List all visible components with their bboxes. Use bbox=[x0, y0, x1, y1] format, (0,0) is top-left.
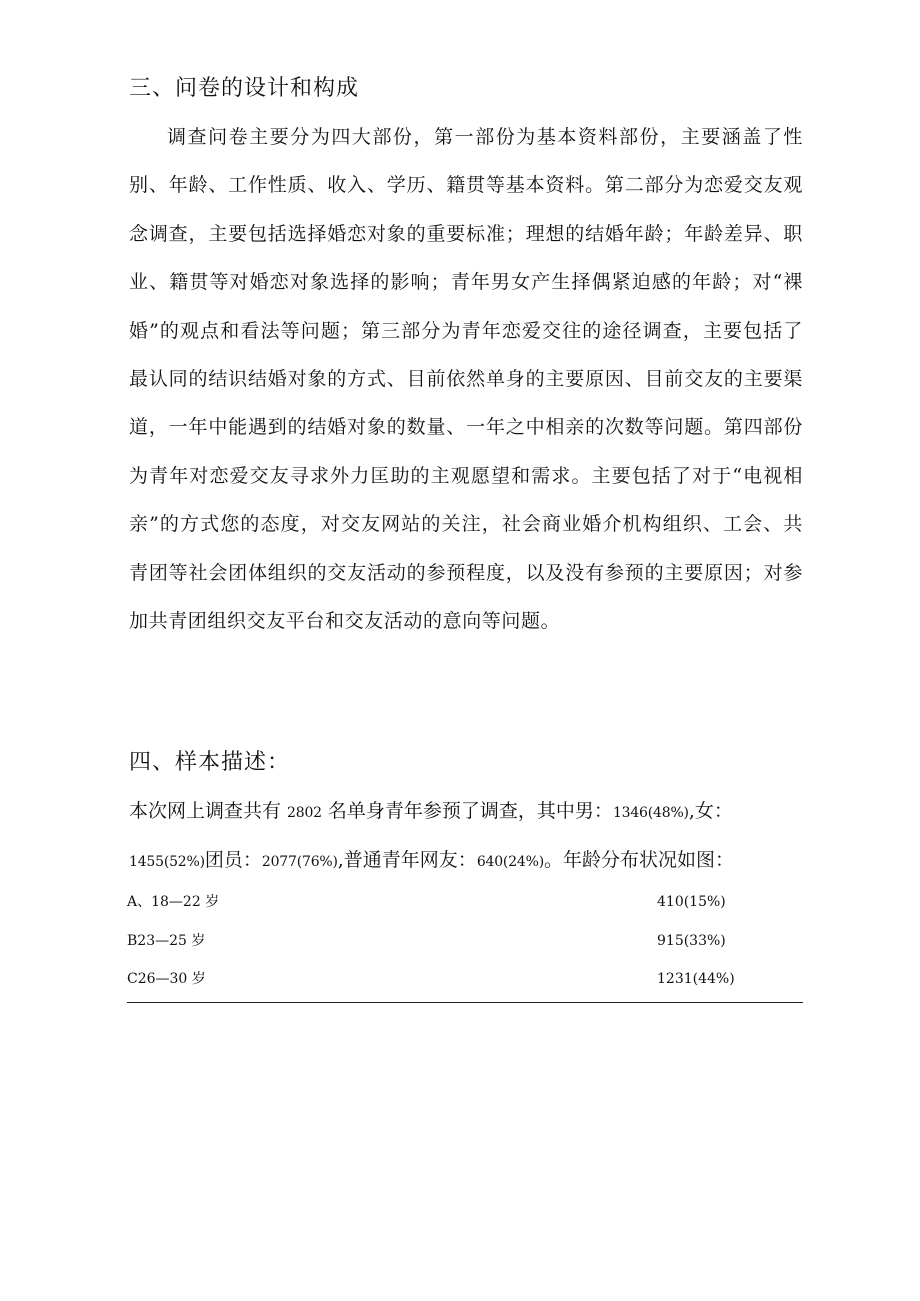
sample-text: 团员： bbox=[204, 849, 262, 871]
age-range-value: 915(33%) bbox=[657, 932, 726, 949]
sample-summary-line-2 bbox=[129, 846, 819, 876]
section-3-paragraph: 调查问卷主要分为四大部份，第一部份为基本资料部份，主要涵盖了性别、年龄、工作性质、收入、学历、籍贯等基本资料。第二部分为恋爱交友观念调查，主要包括选择婚恋对象的重要标准；理想的结婚年龄；年龄差异、职业、籍贯等对婚恋对象选择的影响；青年男女产生择偶紧迫感的年龄；对“裸婚”的观点和看法等问题；第三部分为青年恋爱交往的途径调查，主要包括了最认同的结识结婚对象的方式、目前依然单身的主要原因、目前交友的主要渠道，一年中能遇到的结婚对象的数量、一年之中相亲的次数等问题。第四部份为青年对恋爱交友寻求外力匡助的主观愿望和需求。主要包括了对于“电视相亲”的方式您的态度，对交友网站的关注，社会商业婚介机构组织、工会、共青团等社会团体组织的交友活动的参预程度，以及没有参预的主要原因；对参加共青团组织交友平台和交友活动的意向等问题。 bbox=[129, 126, 803, 633]
netizen-count: 640(24%) bbox=[476, 854, 544, 870]
sample-text: ,女： bbox=[688, 800, 733, 822]
male-count: 1346(48%) bbox=[612, 805, 689, 821]
age-range-label: A、18—22 岁 bbox=[127, 894, 220, 910]
age-range-value: 1231(44%) bbox=[657, 971, 735, 987]
section-4-heading: 四、样本描述： bbox=[129, 750, 291, 775]
age-row bbox=[127, 886, 803, 925]
section-3-heading: 三、问卷的设计和构成 bbox=[129, 76, 360, 101]
total-count: 2802 bbox=[287, 805, 322, 821]
sample-summary-line-1 bbox=[129, 797, 819, 827]
age-range-label: B23—25 岁 bbox=[127, 932, 206, 949]
sample-text: 本次网上调查共有 bbox=[129, 800, 288, 822]
league-member-count: 2077(76%) bbox=[261, 854, 338, 870]
sample-text: ,普通青年网友： bbox=[337, 849, 477, 871]
age-distribution-table bbox=[127, 886, 803, 1003]
sample-text: 名单身青年参预了调查，其中男： bbox=[321, 800, 613, 822]
age-range-value: 410(15%) bbox=[657, 894, 726, 910]
age-row bbox=[127, 925, 803, 964]
female-count: 1455(52%) bbox=[129, 854, 205, 870]
age-range-label: C26—30 岁 bbox=[127, 971, 206, 987]
age-row bbox=[127, 963, 803, 1002]
sample-text: 。年龄分布状况如图： bbox=[543, 849, 734, 871]
